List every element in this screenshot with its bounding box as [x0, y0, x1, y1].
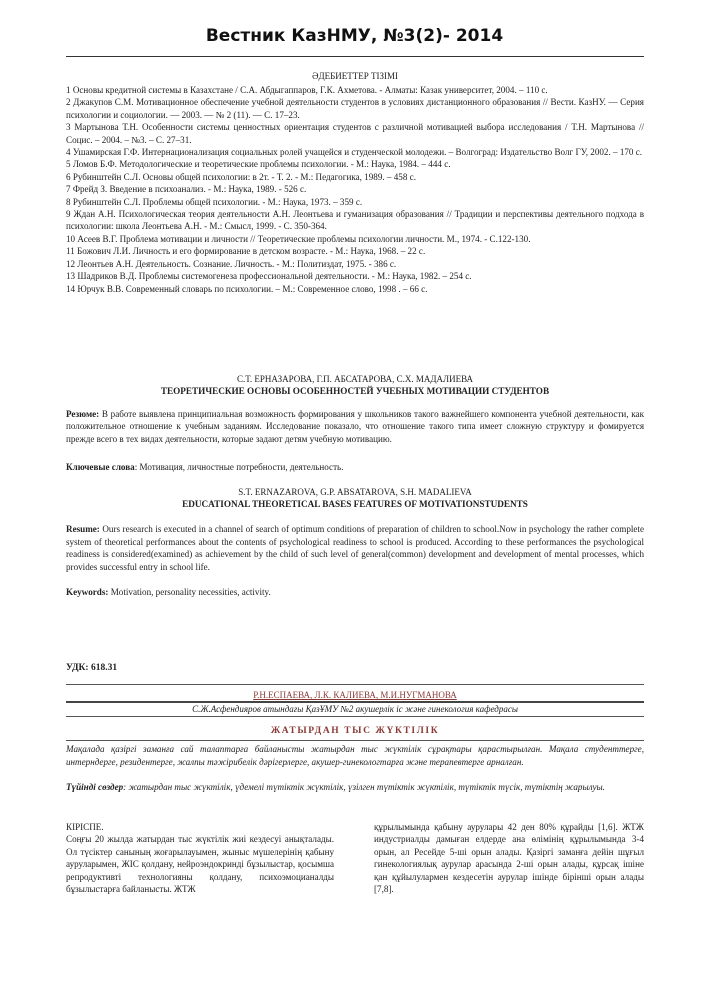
reference-item: 3 Мартынова Т.Н. Особенности системы ценностных ориентация студентов с различной мотивацией выбора исследования / Т.Н. Мартынова // Социс. – 2004. – №3. – С. 27–31. — [66, 122, 644, 145]
header-rule — [66, 56, 644, 57]
keywords-text: : жатырдан тыс жүктілік, үдемелі түтіктік жүктілік, үзілген түтіктік жүктілік, түтіктік түсік, түтіктің жарылуы. — [123, 782, 605, 792]
abstract-label: Resume: — [66, 524, 100, 534]
article-kz-title: ЖАТЫРДАН ТЫС ЖҮКТІЛІК — [270, 726, 440, 736]
reference-item: 2 Джакупов С.М. Мотивационное обеспечение учебной деятельности студентов в условиях дистанционного образования // Вести. КазНУ. — Серия психологии и социологии. — 2003. — № 2 (11). — С. 17–23. — [66, 97, 644, 120]
intro-heading: КІРІСПЕ. — [66, 822, 104, 832]
references-list — [66, 84, 644, 295]
article-kz-keywords — [66, 781, 644, 794]
article-en-keywords — [66, 586, 644, 598]
abstract-text: В работе выявлена принципиальная возможность формирования у школьников такого важнейшего компонента учебной деятельности, как положительное отношение к учебным заданиям. Исследование показало, что отношение такого типа имеет сложную структуру и фомируется прежде всего в тех видах деятельности, которые задают детям учебную мотивацию. — [66, 409, 644, 444]
reference-item: 11 Божович Л.И. Личность и его формирование в детском возрасте. - М.: Наука, 1968. – 22 с. — [66, 246, 426, 257]
reference-item: 1 Основы кредитной системы в Казахстане / С.А. Абдыгаппаров, Г.К. Ахметова. - Алматы: Казак университет, 2004. – 110 с. — [66, 85, 548, 95]
abstract-label: Резюме: — [66, 409, 100, 419]
article-kz-affiliation: С.Ж.Асфендияров атындағы ҚазҰМУ №2 акушерлік іс және гинекология кафедрасы — [192, 704, 518, 714]
reference-item: 4 Ушамирская Г.Ф. Интернационализация социальных ролей учащейся и студенческой молодежи. – Волгоград: Издательство Волг ГУ, 2002. – 170 с. — [66, 147, 643, 158]
references-title: ӘДЕБИЕТТЕР ТІЗІМІ — [311, 71, 399, 81]
abstract-text: Ours research is executed in a channel of search of optimum conditions of preparation of children to school.Now in psychology the rather complete system of theoretical performances about the contents of psychological readiness to school is produced. According to these performances the psychological readiness is considered(examined) as achievement by the child of such level of general(common) development and development of mental processes, which provides successful entry in school life. — [66, 524, 644, 572]
body-text-left: Соңғы 20 жылда жатырдан тыс жүктілік жиі кездесуі анықталады. Ол түсіктер санының жоғарылауымен, жыныс мүшелерінің қабыну ауруларымен, ЖІС қолдану, нейроэндокринді бұзылыстар, қосымша репродуктивті технологияны қолдану, психоэмоцианалды бұзылыстарға байланысты. ЖТЖ — [66, 834, 334, 895]
article-ru-keywords — [66, 461, 644, 473]
reference-item: 7 Фрейд З. Введение в психоанализ. - М.: Наука, 1989. - 526 с. — [66, 184, 307, 195]
reference-item: 13 Шадриков В.Д. Проблемы системогенеза профессиональной деятельности. - М.: Наука, 1982. – 254 с. — [66, 271, 472, 282]
reference-item: 14 Юрчук В.В. Современный словарь по психологии. – М.: Современное слово, 1998 . – 66 с. — [66, 283, 428, 294]
keywords-text: Motivation, personality necessities, activity. — [108, 587, 271, 597]
reference-item: 5 Ломов Б.Ф. Методологические и теоретические проблемы психологии. - М.: Наука, 1984. – 444 с. — [66, 159, 451, 170]
section-rule — [66, 701, 644, 703]
section-rule — [66, 716, 644, 717]
keywords-label: Keywords: — [66, 587, 109, 597]
article-en-authors: S.T. ERNAZAROVA, G.P. ABSATAROVA, S.H. MADALIEVA — [238, 487, 472, 497]
article-kz-authors: Р.Н.ЕСПАЕВА, Л.К. КАЛИЕВА, М.И.НУГМАНОВА — [253, 690, 457, 700]
reference-item: 6 Рубинштейн С.Л. Основы общей психологии: в 2т. - Т. 2. - М.: Педагогика, 1989. – 458 с. — [66, 171, 416, 182]
keywords-text: : Мотивация, личностные потребности, деятельность. — [134, 462, 344, 472]
article-ru-title: ТЕОРЕТИЧЕСКИЕ ОСНОВЫ ОСОБЕННОСТЕЙ УЧЕБНЫХ МОТИВАЦИИ СТУДЕНТОВ — [160, 386, 550, 396]
reference-item: 8 Рубинштейн С.Л. Проблемы общей психологии. - М.: Наука, 1973. – 359 с. — [66, 196, 363, 207]
article-kz-abstract: Мақалада қазіргі заманға сай талаптарға байланысты жатырдан тыс жүктілік сұрақтары қарастырылған. Мақала студенттерге, интерндерге, резидентерге, жалпы тәжірибелік дәрігерлерге, акушер-гинекологтарға және терапевтерге арналған. — [66, 744, 644, 767]
journal-header: Вестник КазНМУ, №3(2)- 2014 — [205, 26, 504, 46]
reference-item: 10 Асеев В.Г. Проблема мотивации и личности // Теоретические проблемы психологии личности. М., 1974. - С.122-130. — [66, 233, 531, 244]
section-rule — [66, 740, 644, 741]
article-en-abstract — [66, 523, 644, 573]
article-ru-authors: С.Т. ЕРНАЗАРОВА, Г.П. АБСАТАРОВА, С.Х. МАДАЛИЕВА — [236, 374, 474, 384]
article-ru-abstract — [66, 408, 644, 445]
article-en-title: EDUCATIONAL THEORETICAL BASES FEATURES OF MOTIVATIONSTUDENTS — [182, 499, 528, 509]
keywords-label: Түйінді сөздер — [66, 782, 124, 792]
reference-item: 12 Леонтьев А.Н. Деятельность. Сознание. Личность. - М.: Политиздат, 1975. - 386 с. — [66, 258, 397, 269]
section-rule — [66, 684, 644, 685]
keywords-label: Ключевые слова — [66, 462, 135, 472]
reference-item: 9 Ждан А.Н. Психологическая теория деятельности А.Н. Леонтьева и гуманизация образования // Традиции и перспективы деятельного подхода в психологии: школа Леонтьева А.Н. - М.: Смысл, 1999. - С. 350-364. — [66, 209, 644, 232]
udk-code: УДК: 618.31 — [66, 663, 118, 673]
body-column-left — [66, 821, 334, 895]
body-column-right: құрылымында қабыну аурулары 42 ден 80% құрайды [1,6]. ЖТЖ индустриалды дамыған елдерде ана өлімінің құрылымында 3-4 орын, ал Ресейде 5-ші орын алады. Қазіргі заманға дейін шұғыл гинекологиялық аурулар арасында 2-ші орын алады, құрсақ ішіне қан құйылулармен кездесетін аурулар ішінде бірінші орын алады [7,8]. — [374, 822, 644, 895]
